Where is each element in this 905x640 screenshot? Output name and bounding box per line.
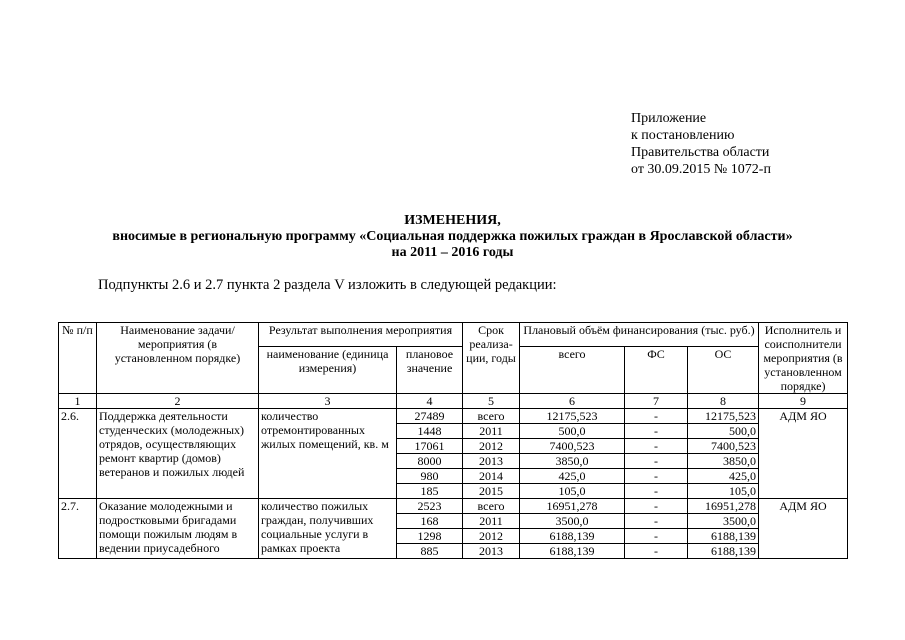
row-fs: - — [625, 544, 688, 559]
table-header-row — [59, 323, 848, 347]
column-numbers-row — [59, 394, 848, 409]
row-os: 500,0 — [688, 424, 759, 439]
row-total: 3850,0 — [520, 454, 625, 469]
row-result-value: 885 — [397, 544, 463, 559]
row-period: всего — [463, 409, 520, 424]
row-result-name: количество пожилых граждан, получивших социальные услуги в рамках проекта — [259, 499, 397, 559]
appendix-line: Правительства области — [631, 145, 770, 160]
col-number: 7 — [625, 394, 688, 409]
header-os: ОС — [688, 347, 759, 394]
row-os: 3500,0 — [688, 514, 759, 529]
title-heading: ИЗМЕНЕНИЯ, — [404, 213, 501, 228]
col-number: 2 — [97, 394, 259, 409]
row-fs: - — [625, 529, 688, 544]
row-fs: - — [625, 409, 688, 424]
row-total: 500,0 — [520, 424, 625, 439]
col-number: 9 — [759, 394, 848, 409]
header-fs: ФС — [625, 347, 688, 394]
row-os: 105,0 — [688, 484, 759, 499]
row-fs: - — [625, 484, 688, 499]
col-number: 8 — [688, 394, 759, 409]
row-os: 425,0 — [688, 469, 759, 484]
col-number: 6 — [520, 394, 625, 409]
row-os: 6188,139 — [688, 529, 759, 544]
row-period: всего — [463, 499, 520, 514]
row-result-value: 2523 — [397, 499, 463, 514]
row-number: 2.7. — [59, 499, 97, 559]
row-total: 12175,523 — [520, 409, 625, 424]
title-years: на 2011 – 2016 годы — [391, 245, 514, 260]
header-result-name: наименование (единица измерения) — [259, 347, 397, 394]
row-fs: - — [625, 469, 688, 484]
row-period: 2011 — [463, 514, 520, 529]
row-result-value: 27489 — [397, 409, 463, 424]
row-result-value: 980 — [397, 469, 463, 484]
row-total: 105,0 — [520, 484, 625, 499]
row-os: 12175,523 — [688, 409, 759, 424]
row-fs: - — [625, 499, 688, 514]
row-period: 2015 — [463, 484, 520, 499]
col-number: 4 — [397, 394, 463, 409]
col-number: 1 — [59, 394, 97, 409]
row-fs: - — [625, 454, 688, 469]
row-os: 16951,278 — [688, 499, 759, 514]
row-os: 7400,523 — [688, 439, 759, 454]
row-result-value: 185 — [397, 484, 463, 499]
row-fs: - — [625, 424, 688, 439]
header-result: Результат выполнения мероприятия — [259, 323, 463, 347]
row-executor: АДМ ЯО — [759, 499, 848, 559]
row-fs: - — [625, 439, 688, 454]
row-result-value: 8000 — [397, 454, 463, 469]
program-table — [58, 322, 848, 559]
row-total: 3500,0 — [520, 514, 625, 529]
header-total: всего — [520, 347, 625, 394]
row-os: 3850,0 — [688, 454, 759, 469]
row-period: 2011 — [463, 424, 520, 439]
row-period: 2013 — [463, 544, 520, 559]
document-title — [0, 213, 905, 261]
col-number: 3 — [259, 394, 397, 409]
row-total: 16951,278 — [520, 499, 625, 514]
appendix-line: к постановлению — [631, 128, 735, 143]
header-period: Срок реализа-ции, годы — [463, 323, 520, 394]
row-period: 2012 — [463, 439, 520, 454]
appendix-line: Приложение — [631, 111, 707, 126]
row-total: 6188,139 — [520, 544, 625, 559]
appendix-block — [631, 110, 771, 178]
col-number: 5 — [463, 394, 520, 409]
table-row — [59, 409, 848, 424]
row-result-value: 1298 — [397, 529, 463, 544]
row-fs: - — [625, 514, 688, 529]
header-num: № п/п — [59, 323, 97, 394]
row-period: 2014 — [463, 469, 520, 484]
row-total: 6188,139 — [520, 529, 625, 544]
row-result-value: 168 — [397, 514, 463, 529]
title-subtitle: вносимые в региональную программу «Социальная поддержка пожилых граждан в Ярославской области» — [112, 229, 793, 244]
row-total: 7400,523 — [520, 439, 625, 454]
header-funding: Плановый объём финансирования (тыс. руб.) — [520, 323, 759, 347]
row-executor: АДМ ЯО — [759, 409, 848, 499]
row-result-value: 1448 — [397, 424, 463, 439]
row-result-name: количество отремонтированных жилых помещений, кв. м — [259, 409, 397, 499]
row-period: 2013 — [463, 454, 520, 469]
row-total: 425,0 — [520, 469, 625, 484]
appendix-line: от 30.09.2015 № 1072-п — [631, 162, 771, 177]
row-name: Поддержка деятельности студенческих (молодежных) отрядов, осуществляющих ремонт квартир (домов) ветеранов и пожилых людей — [97, 409, 259, 499]
row-os: 6188,139 — [688, 544, 759, 559]
row-period: 2012 — [463, 529, 520, 544]
table-row — [59, 499, 848, 514]
header-executor: Исполнитель и соисполнители мероприятия (в установленном порядке) — [759, 323, 848, 394]
header-result-value: плановое значение — [397, 347, 463, 394]
row-name: Оказание молодежными и подростковыми бригадами помощи пожилым людям в ведении приусадебного — [97, 499, 259, 559]
header-name: Наименование задачи/мероприятия (в установленном порядке) — [97, 323, 259, 394]
intro-paragraph: Подпункты 2.6 и 2.7 пункта 2 раздела V изложить в следующей редакции: — [98, 277, 557, 293]
row-number: 2.6. — [59, 409, 97, 499]
row-result-value: 17061 — [397, 439, 463, 454]
